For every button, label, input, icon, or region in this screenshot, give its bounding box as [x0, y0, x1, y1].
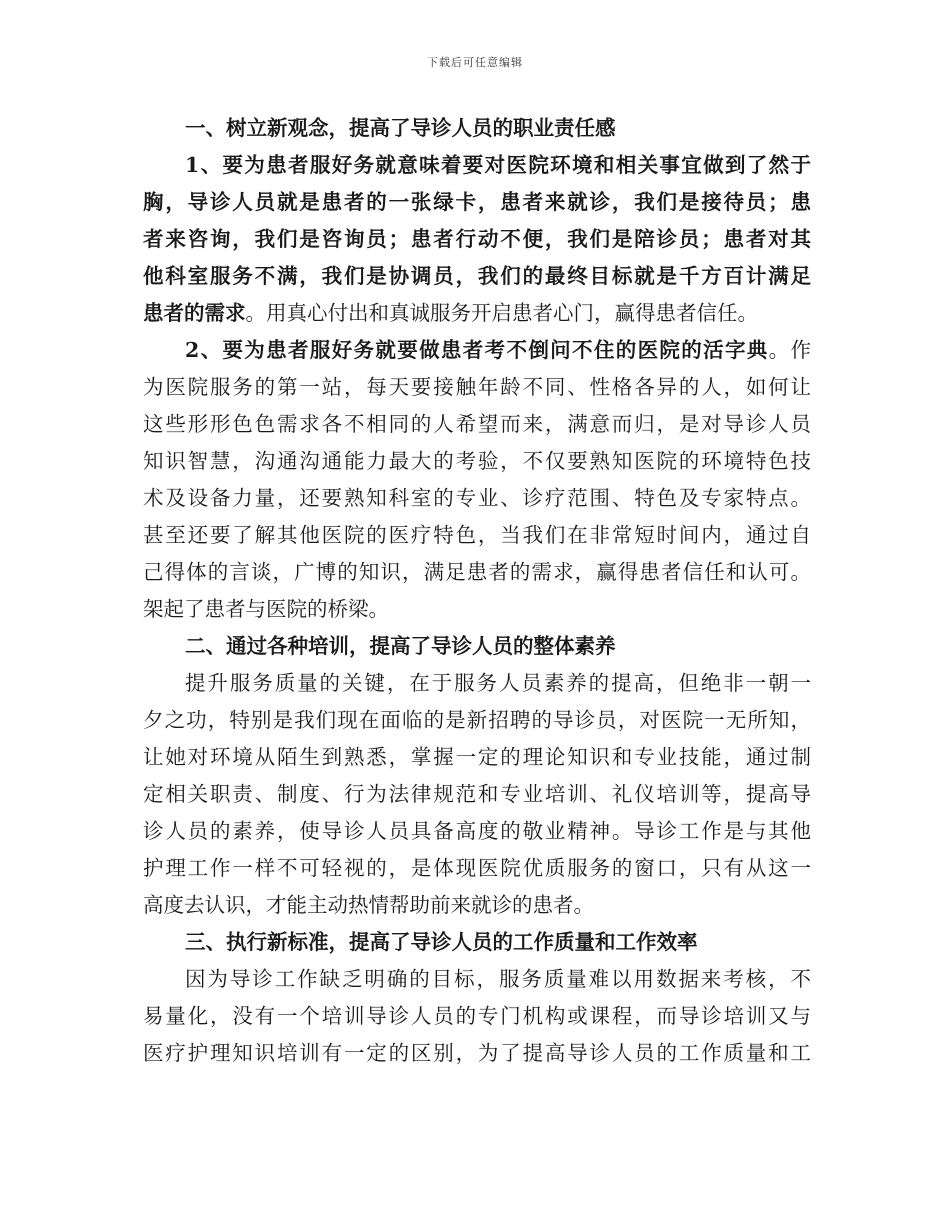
- text-line: [143, 591, 811, 628]
- section-heading: [143, 628, 811, 665]
- text-run: 胸，导诊人员就是患者的一张绿卡，患者来就诊，我们是接待员；患: [143, 190, 811, 214]
- text-run: 夕之功，特别是我们现在面临的是新招聘的导诊员，对医院一无所知，: [143, 708, 811, 732]
- text-line: [143, 184, 811, 221]
- text-run: 护理工作一样不可轻视的，是体现医院优质服务的窗口，只有从这一: [143, 856, 811, 880]
- text-run: 因为导诊工作缺乏明确的目标，服务质量难以用数据来考核，不: [185, 967, 811, 991]
- text-line: [143, 406, 811, 443]
- text-line: [143, 813, 811, 850]
- text-run: 甚至还要了解其他医院的医疗特色，当我们在非常短时间内，通过自: [143, 523, 811, 547]
- text-run: 。用真心付出和真诚服务开启患者心门，赢得患者信任。: [245, 301, 758, 325]
- text-line: [143, 258, 811, 295]
- text-line: [143, 295, 811, 332]
- document-body: [143, 110, 811, 1072]
- text-line: [143, 665, 811, 702]
- text-line: [143, 739, 811, 776]
- text-run: 二、通过各种培训，提高了导诊人员的整体素养: [185, 634, 616, 658]
- text-run: 提升服务质量的关键，在于服务人员素养的提高，但绝非一朝一: [185, 671, 811, 695]
- text-run: 己得体的言谈，广博的知识，满足患者的需求，赢得患者信任和认可。: [143, 560, 811, 584]
- text-run: 定相关职责、制度、行为法律规范和专业培训、礼仪培训等，提高导: [143, 782, 811, 806]
- text-run: 高度去认识，才能主动热情帮助前来就诊的患者。: [143, 893, 594, 917]
- text-run: 架起了患者与医院的桥梁。: [143, 597, 389, 621]
- text-run: 1、要为患者服好务就意味着要对医院环境和相关事宜做到了然于: [185, 153, 811, 177]
- section-heading: [143, 924, 811, 961]
- text-line: [143, 850, 811, 887]
- text-line: [143, 554, 811, 591]
- text-run: 他科室服务不满，我们是协调员，我们的最终目标就是千方百计满足: [143, 264, 811, 288]
- text-run: 知识智慧，沟通沟通能力最大的考验，不仅要熟知医院的环境特色技: [143, 449, 811, 473]
- text-run: 术及设备力量，还要熟知科室的专业、诊疗范围、特色及专家特点。: [143, 486, 811, 510]
- text-line: [143, 702, 811, 739]
- text-run: 让她对环境从陌生到熟悉，掌握一定的理论知识和专业技能，通过制: [143, 745, 811, 769]
- text-run: 为医院服务的第一站，每天要接触年龄不同、性格各异的人，如何让: [143, 375, 811, 399]
- text-run: 易量化，没有一个培训导诊人员的专门机构或课程，而导诊培训又与: [143, 1004, 811, 1028]
- text-run: 一、树立新观念，提高了导诊人员的职业责任感: [185, 116, 616, 140]
- section-heading: [143, 110, 811, 147]
- text-line: [143, 369, 811, 406]
- text-line: [143, 887, 811, 924]
- text-run: 诊人员的素养，使导诊人员具备高度的敬业精神。导诊工作是与其他: [143, 819, 811, 843]
- text-run: 医疗护理知识培训有一定的区别，为了提高导诊人员的工作质量和工: [143, 1041, 811, 1065]
- text-run: 这些形形色色需求各不相同的人希望而来，满意而归，是对导诊人员: [143, 412, 811, 436]
- text-line: [143, 443, 811, 480]
- text-run: 。作: [768, 338, 812, 362]
- text-line: [143, 1035, 811, 1072]
- text-line: [143, 332, 811, 369]
- text-line: [143, 221, 811, 258]
- text-run: 2、要为患者服好务就要做患者考不倒问不住的医院的活字典: [185, 338, 769, 362]
- text-run: 者来咨询，我们是咨询员；患者行动不便，我们是陪诊员；患者对其: [143, 227, 811, 251]
- text-line: [143, 998, 811, 1035]
- text-line: [143, 961, 811, 998]
- text-line: [143, 517, 811, 554]
- text-run: 三、执行新标准，提高了导诊人员的工作质量和工作效率: [185, 930, 698, 954]
- page-header-note: 下载后可任意编辑: [427, 56, 523, 69]
- text-line: [143, 147, 811, 184]
- text-line: [143, 480, 811, 517]
- text-run: 患者的需求: [143, 301, 246, 325]
- text-line: [143, 776, 811, 813]
